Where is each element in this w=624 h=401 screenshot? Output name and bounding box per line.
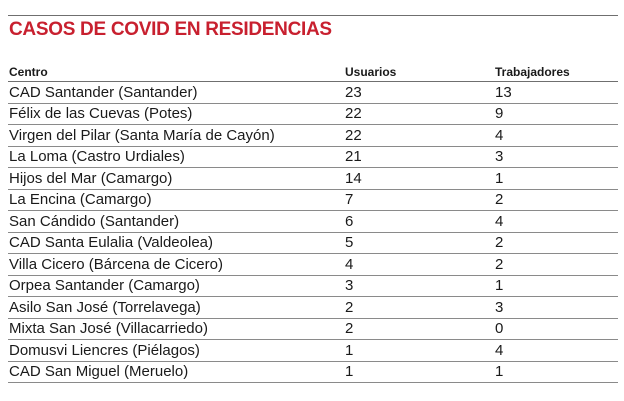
table-row (8, 340, 618, 362)
table-row (8, 190, 618, 212)
cell-users: 14 (345, 169, 362, 187)
cell-workers: 1 (495, 169, 504, 187)
cell-workers: 3 (495, 298, 504, 316)
table-row (8, 362, 618, 384)
cell-center: Domusvi Liencres (Piélagos) (9, 341, 200, 359)
cell-workers: 1 (495, 363, 504, 380)
cell-workers: 4 (495, 341, 504, 359)
column-header-workers: Trabajadores (495, 65, 570, 79)
cell-workers: 1 (495, 277, 504, 294)
cell-workers: 2 (495, 234, 504, 251)
cell-users: 1 (345, 341, 354, 359)
cell-users: 22 (345, 105, 362, 122)
cell-users: 7 (345, 191, 354, 208)
table-row (8, 297, 618, 319)
cell-center: Orpea Santander (Camargo) (9, 277, 200, 294)
cell-center: CAD San Miguel (Meruelo) (9, 363, 189, 380)
cell-center: Asilo San José (Torrelavega) (9, 298, 201, 316)
table-header (8, 64, 618, 82)
cell-users: 23 (345, 83, 362, 101)
table-row (8, 319, 618, 341)
cell-users: 4 (345, 255, 354, 273)
table-row (8, 211, 618, 233)
cell-center: CAD Santander (Santander) (9, 83, 198, 101)
cell-center: Villa Cicero (Bárcena de Cicero) (9, 255, 223, 273)
cell-center: La Encina (Camargo) (9, 191, 152, 208)
cell-workers: 4 (495, 126, 504, 144)
cell-workers: 13 (495, 83, 512, 101)
table-row (8, 276, 618, 298)
cell-users: 5 (345, 234, 354, 251)
cell-workers: 2 (495, 255, 504, 273)
cell-workers: 3 (495, 148, 504, 165)
cell-users: 22 (345, 126, 362, 144)
cell-users: 3 (345, 277, 354, 294)
cell-center: Mixta San José (Villacarriedo) (9, 320, 208, 337)
cell-center: La Loma (Castro Urdiales) (9, 148, 185, 165)
residences-table (8, 64, 618, 383)
table-row (8, 82, 618, 104)
cell-workers: 9 (495, 105, 504, 122)
table-row (8, 233, 618, 255)
cell-workers: 0 (495, 320, 504, 337)
table-row (8, 104, 618, 126)
table-row (8, 125, 618, 147)
column-header-users: Usuarios (345, 65, 397, 79)
cell-workers: 2 (495, 191, 504, 208)
cell-users: 21 (345, 148, 362, 165)
column-header-center: Centro (9, 65, 48, 79)
table-row (8, 168, 618, 190)
cell-users: 2 (345, 298, 354, 316)
top-divider (8, 15, 618, 16)
table-row (8, 254, 618, 276)
table-row (8, 147, 618, 169)
cell-center: Félix de las Cuevas (Potes) (9, 105, 193, 122)
cell-center: Virgen del Pilar (Santa María de Cayón) (9, 126, 275, 144)
cell-workers: 4 (495, 212, 504, 230)
cell-users: 2 (345, 320, 354, 337)
cell-center: San Cándido (Santander) (9, 212, 180, 230)
page-title: CASOS DE COVID EN RESIDENCIAS (9, 19, 332, 40)
cell-center: CAD Santa Eulalia (Valdeolea) (9, 234, 214, 251)
cell-center: Hijos del Mar (Camargo) (9, 169, 173, 187)
cell-users: 6 (345, 212, 354, 230)
cell-users: 1 (345, 363, 354, 380)
